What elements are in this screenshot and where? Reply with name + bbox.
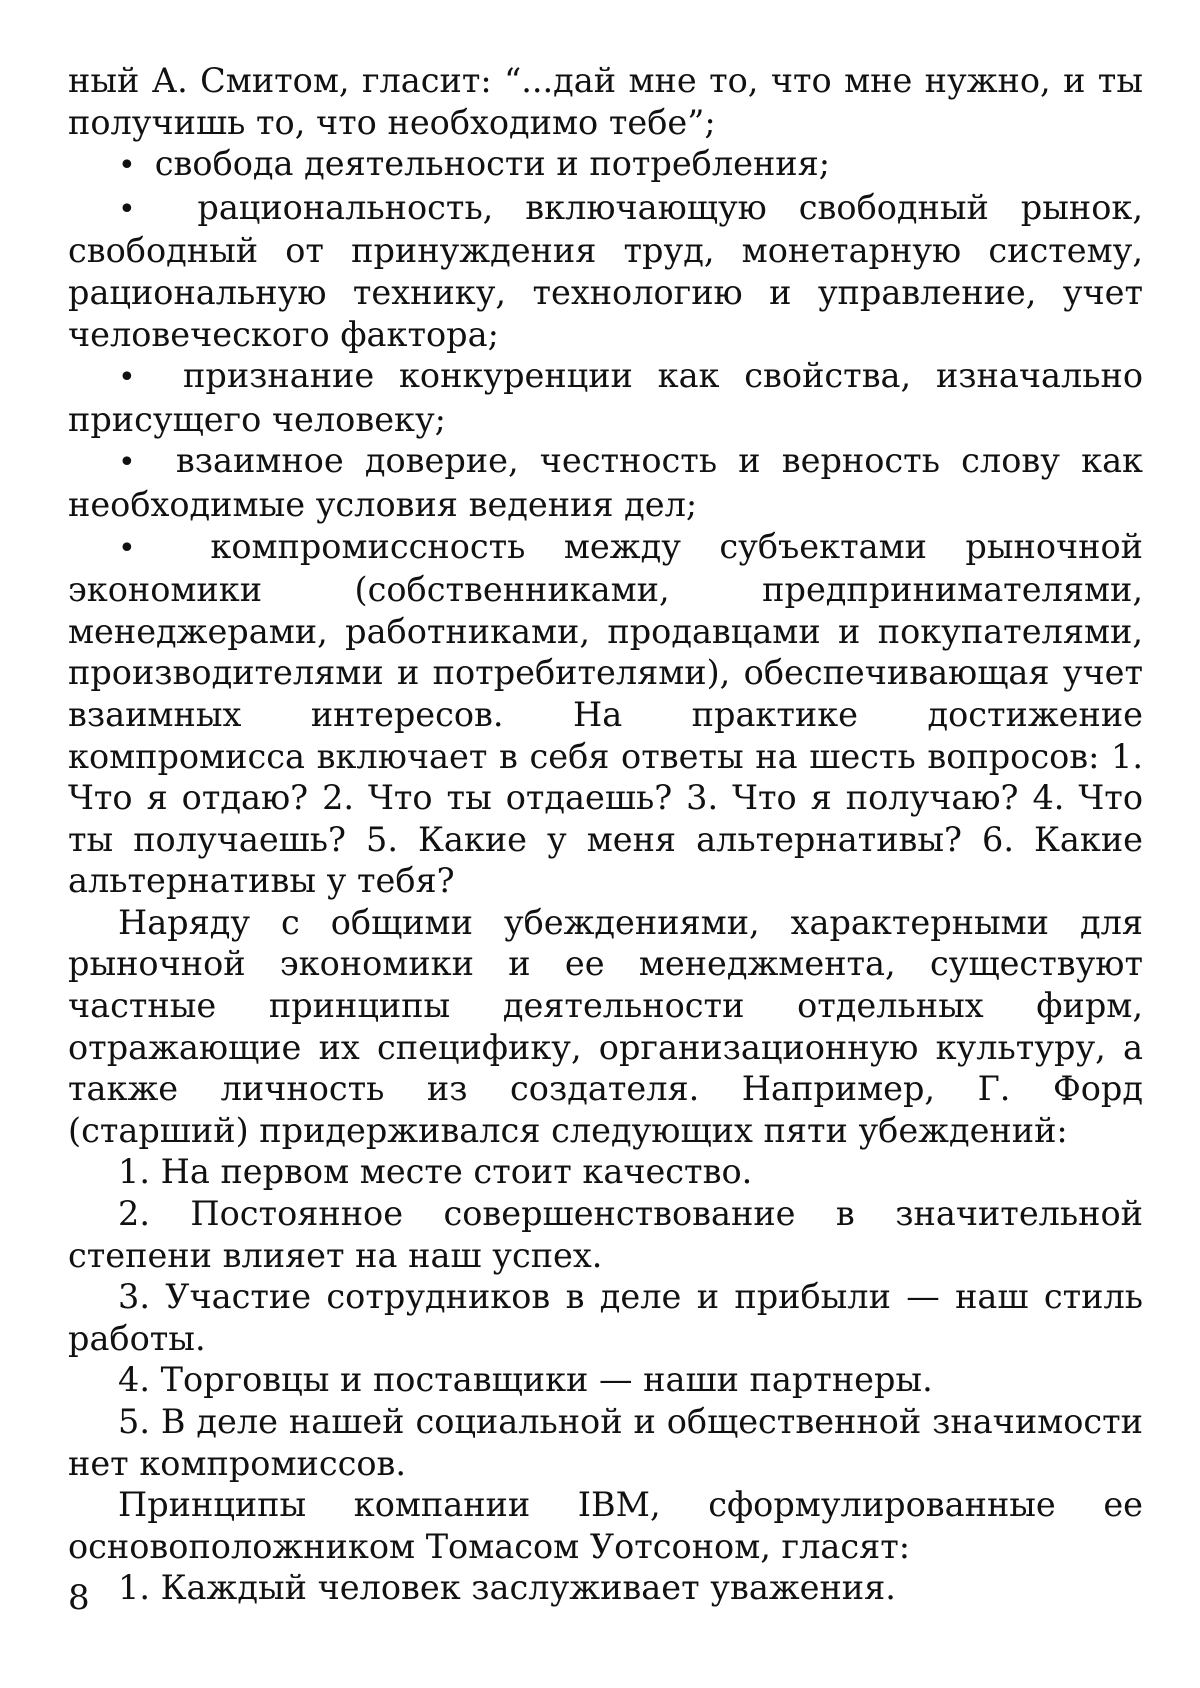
- bullet-item: • рациональность, включающую свободный рынок, свободный от принуждения труд, монетарную систему, рациональную технику, технологию и управление, учет человеческого фактора;: [68, 187, 1143, 355]
- numbered-item: 2. Постоянное совершенствование в значительной степени влияет на наш успех.: [68, 1194, 1143, 1275]
- page-number: 8: [68, 1578, 90, 1618]
- numbered-item: 1. Каждый человек заслуживает уважения.: [118, 1568, 896, 1608]
- numbered-item: 3. Участие сотрудников в деле и прибыли — наш стиль работы.: [68, 1277, 1143, 1358]
- page-body: [68, 60, 1143, 1609]
- paragraph: Наряду с общими убеждениями, характерными для рыночной экономики и ее менеджмента, существуют частные принципы деятельности отдельных фирм, отражающие их специфику, организационную культуру, а также личность из создателя. Например, Г. Форд (старший) придерживался следующих пяти убеждений:: [68, 902, 1143, 1150]
- bullet-item: • признание конкуренции как свойства, изначально присущего человеку;: [68, 355, 1143, 440]
- bullet-item: • взаимное доверие, честность и верность слову как необходимые условия ведения дел;: [68, 440, 1143, 525]
- numbered-item: 4. Торговцы и поставщики — наши партнеры.: [118, 1360, 933, 1400]
- numbered-item: 1. На первом месте стоит качество.: [118, 1152, 753, 1192]
- paragraph-continuation: ный А. Смитом, гласит: “...дай мне то, что мне нужно, и ты получишь то, что необходимо тебе”;: [68, 61, 1143, 142]
- bullet-item: • свобода деятельности и потребления;: [68, 143, 1143, 187]
- paragraph: Принципы компании IBM, сформулированные ее основоположником Томасом Уотсоном, гласят:: [68, 1485, 1143, 1566]
- numbered-item: 5. В деле нашей социальной и общественной значимости нет компромиссов.: [68, 1402, 1143, 1483]
- bullet-item: • компромиссность между субъектами рыночной экономики (собственниками, предпринимателями, менеджерами, работниками, продавцами и покупателями, производителями и потребителями), обеспечивающая учет взаимных интересов. На практике достижение компромисса включает в себя ответы на шесть вопросов: 1. Что я отдаю? 2. Что ты отдаешь? 3. Что я получаю? 4. Что ты получаешь? 5. Какие у меня альтернативы? 6. Какие альтернативы у тебя?: [68, 526, 1143, 902]
